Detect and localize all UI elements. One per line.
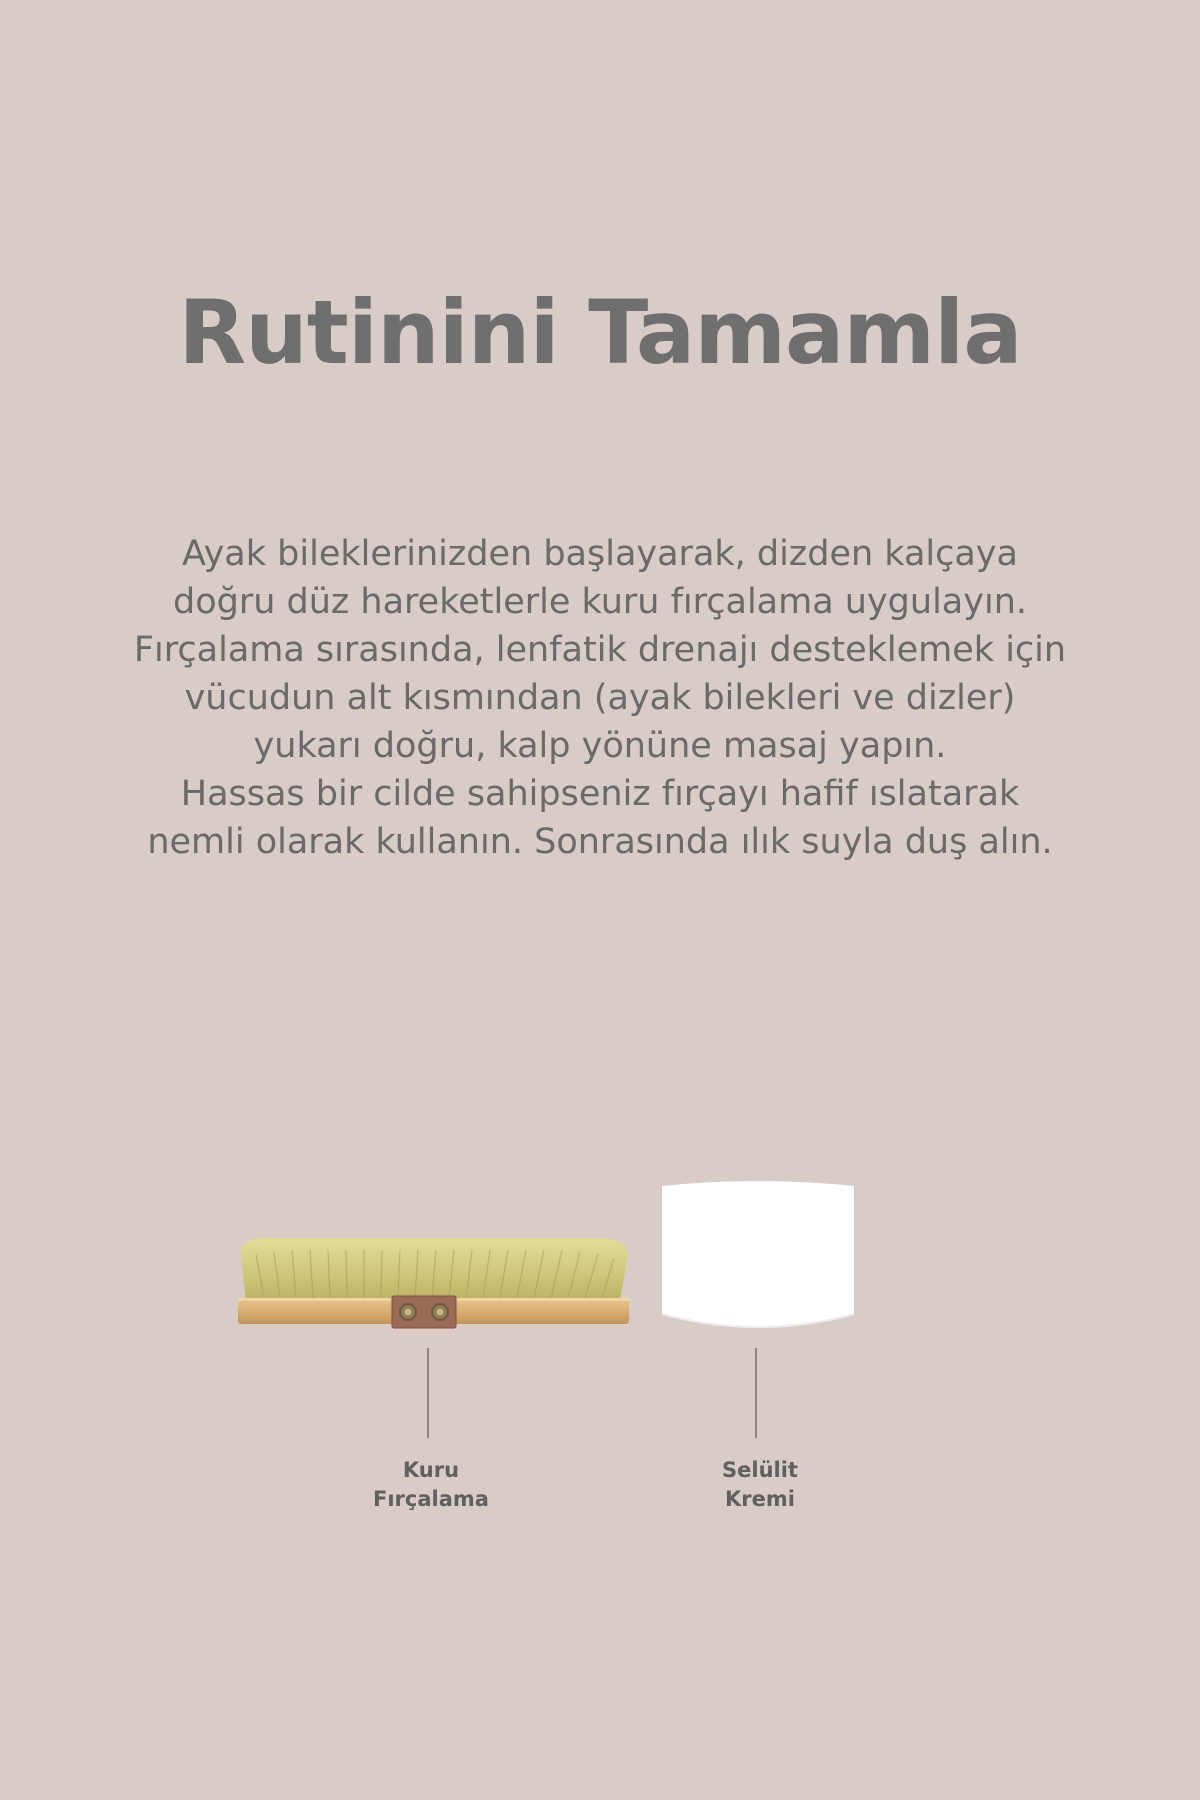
cream-jar-image — [660, 1180, 856, 1340]
description-line: nemli olarak kullanın. Sonrasında ılık suyla duş alın. — [147, 822, 1053, 862]
cream-jar-label — [650, 1456, 870, 1514]
dry-brush-label-line: Fırçalama — [373, 1487, 489, 1511]
dry-brush-label-line: Kuru — [402, 1458, 460, 1482]
description-line: vücudun alt kısmından (ayak bilekleri ve dizler) — [184, 678, 1016, 718]
jar-connector-line — [755, 1348, 757, 1438]
cream-jar-label-line: Kremi — [725, 1487, 795, 1511]
description-line: doğru düz hareketlerle kuru fırçalama uygulayın. — [172, 582, 1027, 622]
description-line: yukarı doğru, kalp yönüne masaj yapın. — [253, 726, 947, 766]
cream-jar-label-line: Selülit — [722, 1458, 798, 1482]
dry-brush-label — [321, 1456, 541, 1514]
brush-connector-line — [427, 1348, 429, 1438]
dry-brush-image — [236, 1234, 631, 1330]
page-title: Rutinini Tamamla — [178, 281, 1022, 384]
description-line: Hassas bir cilde sahipseniz fırçayı hafif ıslatarak — [180, 774, 1020, 814]
description-line: Fırçalama sırasında, lenfatik drenajı desteklemek için — [133, 630, 1067, 670]
description-line: Ayak bileklerinizden başlayarak, dizden kalçaya — [182, 534, 1018, 574]
routine-description — [60, 530, 1140, 866]
